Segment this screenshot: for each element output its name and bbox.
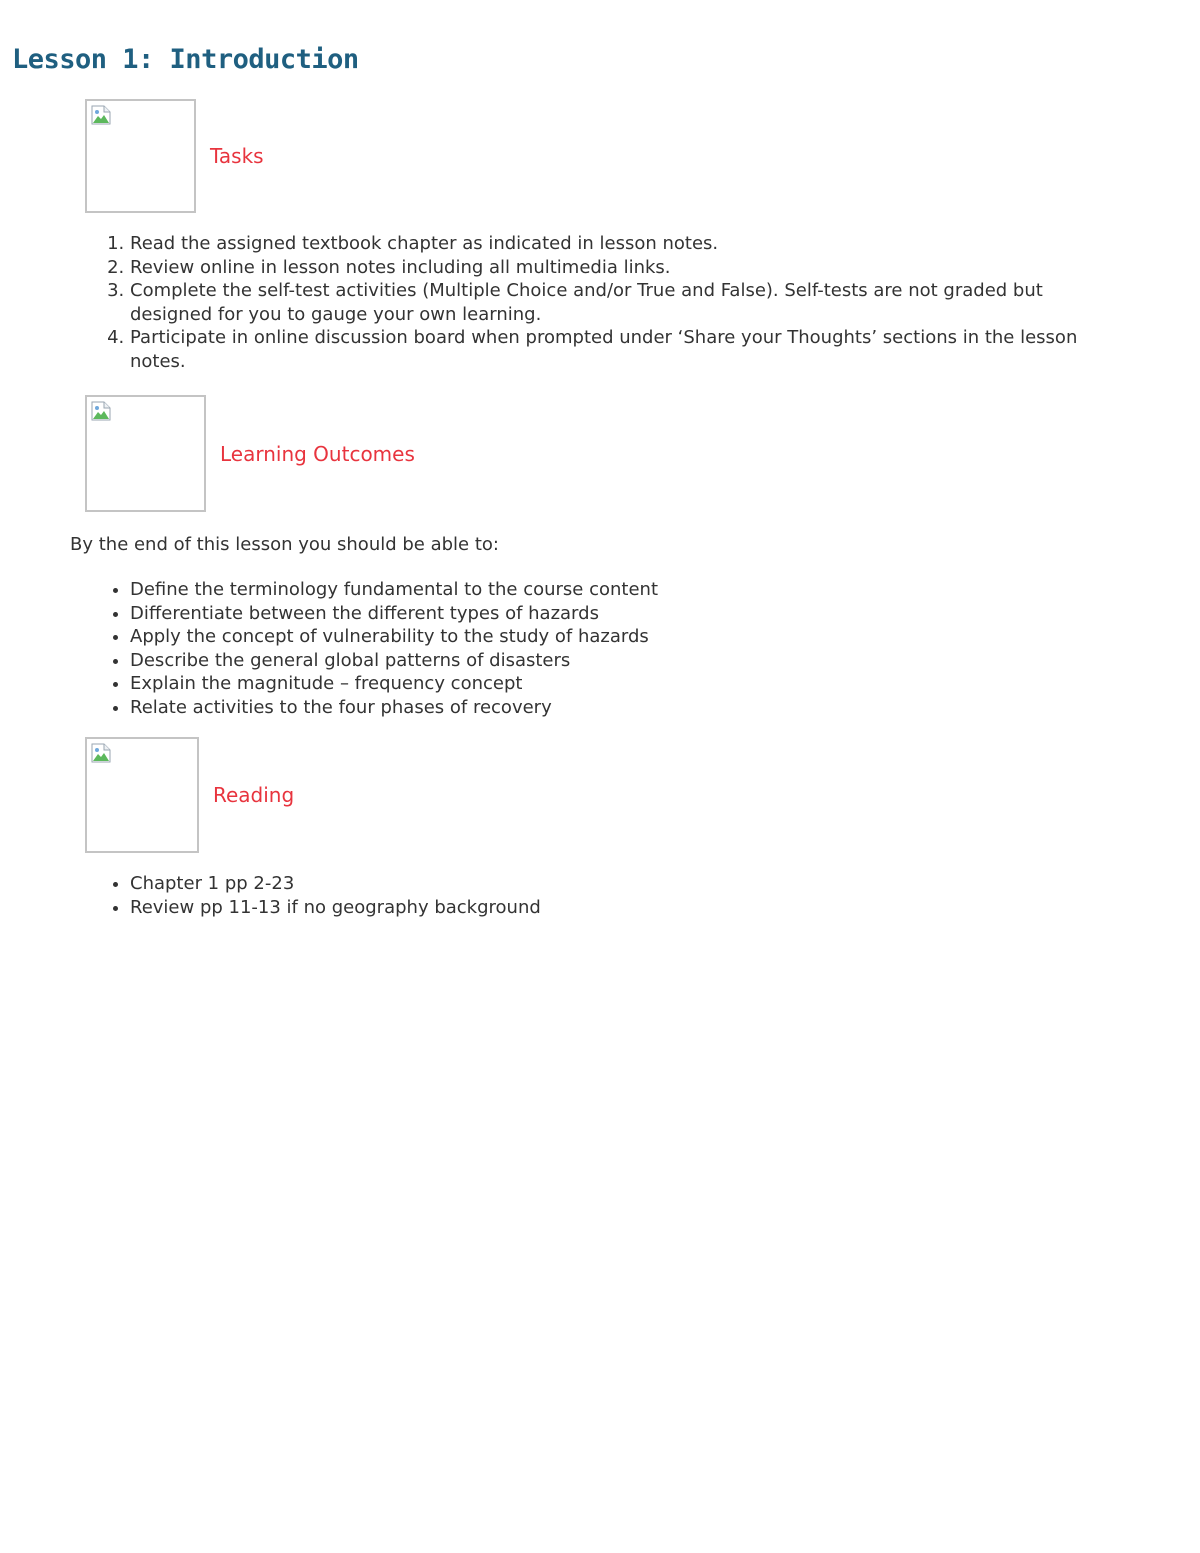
outcomes-list: [130, 578, 1130, 719]
outcome-item: • Relate activities to the four phases of recovery: [130, 696, 1130, 720]
broken-image-icon: [90, 104, 112, 126]
reading-item: • Chapter 1 pp 2-23: [130, 872, 1130, 896]
tasks-image: [85, 99, 196, 213]
task-item: 1. Read the assigned textbook chapter as indicated in lesson notes.: [130, 232, 1130, 256]
reading-image: [85, 737, 199, 853]
task-item: 2. Review online in lesson notes including all multimedia links.: [130, 256, 1130, 280]
task-item: 4. Participate in online discussion board when prompted under ‘Share your Thoughts’ sections in the lesson notes.: [130, 326, 1130, 373]
reading-item: • Review pp 11-13 if no geography background: [130, 896, 1130, 920]
tasks-header: [85, 99, 264, 213]
outcome-item: • Explain the magnitude – frequency concept: [130, 672, 1130, 696]
reading-header: [85, 737, 294, 853]
task-item: 3. Complete the self-test activities (Multiple Choice and/or True and False). Self-tests are not graded but designed for you to gauge your own learning.: [130, 279, 1130, 326]
outcome-item: • Apply the concept of vulnerability to the study of hazards: [130, 625, 1130, 649]
reading-list: [130, 872, 1130, 919]
broken-image-icon: [90, 742, 112, 764]
page-title: Lesson 1: Introduction: [12, 44, 359, 75]
outcomes-header: [85, 395, 415, 512]
outcome-item: • Differentiate between the different types of hazards: [130, 602, 1130, 626]
tasks-list: [130, 232, 1130, 373]
reading-heading: Reading: [213, 783, 295, 807]
tasks-heading: Tasks: [210, 144, 264, 168]
outcome-item: • Describe the general global patterns of disasters: [130, 649, 1130, 673]
outcomes-intro: By the end of this lesson you should be able to:: [70, 534, 499, 555]
broken-image-icon: [90, 400, 112, 422]
outcomes-image: [85, 395, 206, 512]
outcomes-heading: Learning Outcomes: [220, 441, 415, 466]
outcome-item: • Define the terminology fundamental to the course content: [130, 578, 1130, 602]
